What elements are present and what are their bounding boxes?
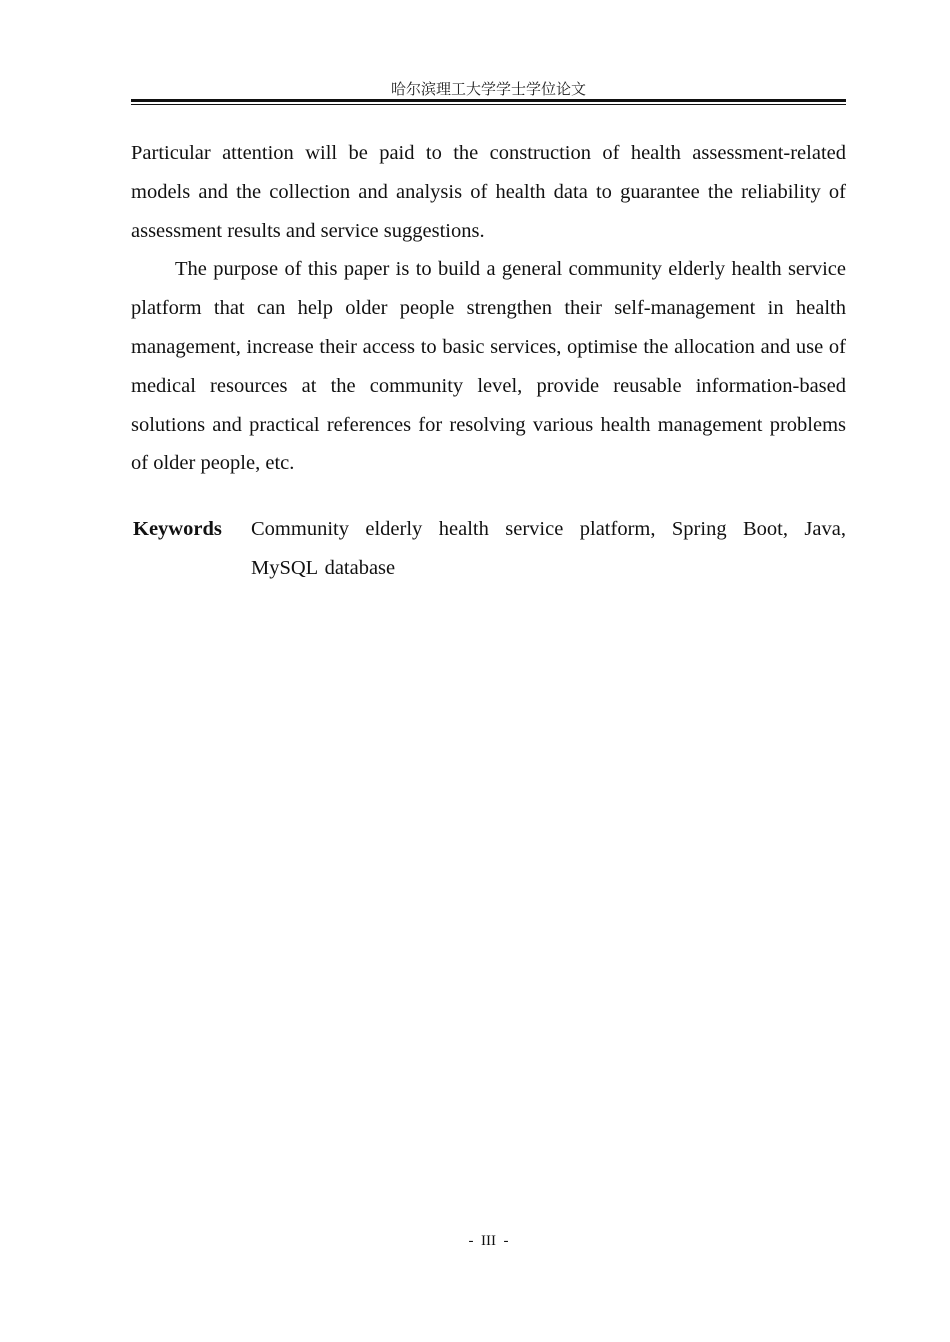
header-rule-thin (131, 104, 846, 105)
header-rule-thick (131, 99, 846, 102)
keywords-section (131, 510, 846, 587)
body-paragraph-1: Particular attention will be paid to the construction of health assessment-related models and the collection and analysis of health data to guarantee the reliability of assessment results and service suggestions. (131, 142, 846, 242)
keywords-label: Keywords (133, 518, 222, 540)
running-header-title: 哈尔滨理工大学学士学位论文 (390, 80, 586, 98)
body-text (131, 134, 846, 483)
page-number: - III - (468, 1233, 509, 1249)
body-paragraph-2: The purpose of this paper is to build a general community elderly health service platform that can help older people strengthen their self-management in health management, increase their access to basic services, optimise the allocation and use of medical resources at the community level, provide reusable information-based solutions and practical references for resolving various health management problems of older people, etc. (131, 258, 846, 475)
keywords-text: Community elderly health service platform, Spring Boot, Java, MySQL database (251, 518, 846, 579)
